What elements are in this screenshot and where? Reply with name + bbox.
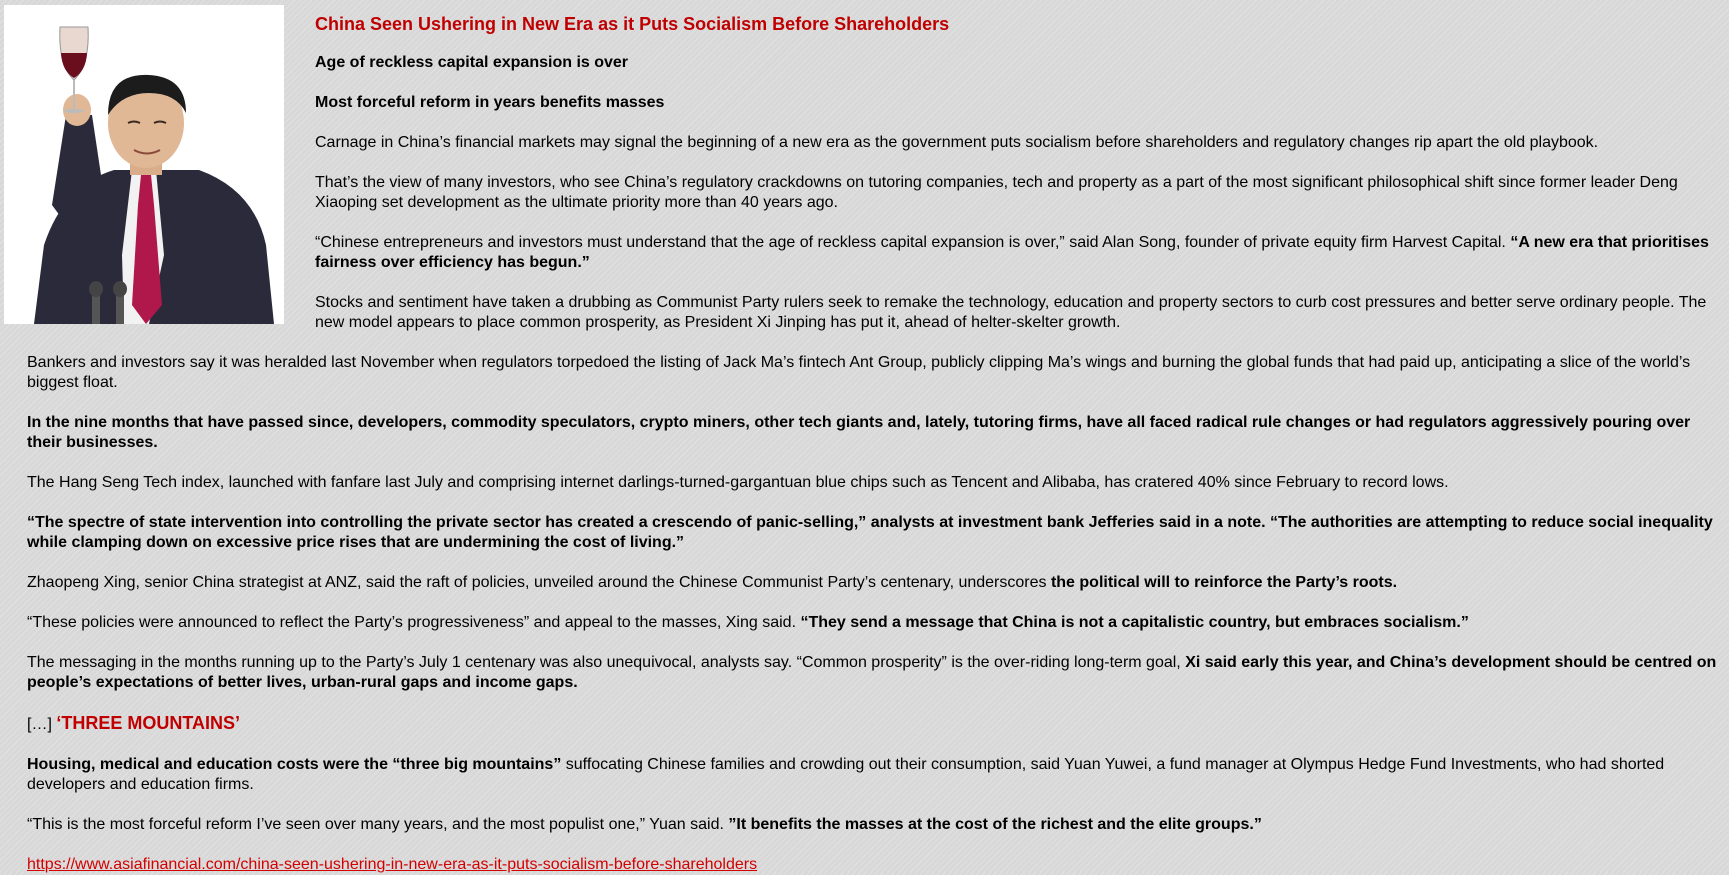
three-mountains-emphasis: Housing, medical and education costs were the “three big mountains”: [27, 756, 562, 773]
paragraph-stocks-sentiment: Stocks and sentiment have taken a drubbing as Communist Party rulers seek to remake the technology, education and property sectors to curb cost pressures and better serve ordinary people. The new model appears to place common prosperity, as President Xi Jinping has put it, ahead of helter-skelter growth.: [315, 294, 1707, 331]
paragraph-party-progressiveness: [27, 613, 1723, 633]
paragraph-three-big-mountains: [27, 755, 1723, 795]
subheading-forceful-reform: Most forceful reform in years benefits masses: [315, 94, 665, 111]
section-heading-line: [27, 713, 240, 735]
xing-emphasis: the political will to reinforce the Party’s roots.: [1050, 574, 1398, 591]
subheading-reckless-capital: Age of reckless capital expansion is over: [315, 54, 629, 71]
man-raising-wine-glass-image: [4, 5, 284, 324]
paragraph-yuan-quote: [27, 815, 1723, 835]
progressiveness-emphasis: “They send a message that China is not a capitalistic country, but embraces socialism.”: [800, 614, 1469, 631]
progressiveness-text: “These policies were announced to reflect the Party’s progressiveness” and appeal to the masses, Xing said.: [27, 614, 801, 631]
article-title: China Seen Ushering in New Era as it Puts Socialism Before Shareholders: [315, 14, 950, 34]
paragraph-investor-view: That’s the view of many investors, who see China’s regulatory crackdowns on tutoring companies, tech and property as a part of the most significant philosophical shift since former leader Deng Xiaoping set development as the ultimate priority more than 40 years ago.: [315, 174, 1678, 211]
article-photo: [4, 5, 284, 324]
xing-text: Zhaopeng Xing, senior China strategist at ANZ, said the raft of policies, unveiled around the Chinese Communist Party’s centenary, underscores: [27, 574, 1051, 591]
section-heading-three-mountains: ‘THREE MOUNTAINS’: [56, 713, 241, 733]
paragraph-zhaopeng-xing: [27, 573, 1723, 593]
paragraph-carnage: Carnage in China’s financial markets may signal the beginning of a new era as the government puts socialism before shareholders and regulatory changes rip apart the old playbook.: [315, 134, 1599, 151]
section-ellipsis: […]: [27, 716, 57, 733]
paragraph-ant-group: Bankers and investors say it was heralded last November when regulators torpedoed the listing of Jack Ma’s fintech Ant Group, publicly clipping Ma’s wings and burning the global funds that had paid up, anticipating a slice of the world’s biggest float.: [27, 354, 1691, 391]
alan-song-quote-emphasis: “A new era that prioritises fairness over efficiency has begun.”: [315, 234, 1709, 271]
paragraph-alan-song-quote: [315, 233, 1715, 273]
yuan-quote-text: “This is the most forceful reform I’ve seen over many years, and the most populist one,” Yuan said.: [27, 816, 729, 833]
prosperity-text: The messaging in the months running up to the Party’s July 1 centenary was also unequivocal, analysts say. “Common prosperity” is the over-riding long-term goal,: [27, 654, 1186, 671]
source-link[interactable]: https://www.asiafinancial.com/china-seen-ushering-in-new-era-as-it-puts-socialism-before-shareholders: [27, 856, 758, 873]
prosperity-emphasis: Xi said early this year, and China’s development should be centred on people’s expectations of better lives, urban-rural gaps and income gaps.: [27, 654, 1717, 691]
paragraph-nine-months: In the nine months that have passed since, developers, commodity speculators, crypto miners, other tech giants and, lately, tutoring firms, have all faced radical rule changes or had regulators aggressively pouring over their businesses.: [27, 414, 1691, 451]
three-mountains-text: suffocating Chinese families and crowding out their consumption, said Yuan Yuwei, a fund manager at Olympus Hedge Fund Investments, who had shorted developers and education firms.: [27, 756, 1665, 793]
paragraph-common-prosperity: [27, 653, 1723, 693]
paragraph-jefferies-quote: “The spectre of state intervention into controlling the private sector has created a crescendo of panic-selling,” analysts at investment bank Jefferies said in a note. “The authorities are attempting to reduce social inequality while clamping down on excessive price rises that are undermining the cost of living.”: [27, 514, 1713, 551]
paragraph-hang-seng: The Hang Seng Tech index, launched with fanfare last July and comprising internet darlings-turned-gargantuan blue chips such as Tencent and Alibaba, has cratered 40% since February to record lows.: [27, 474, 1449, 491]
yuan-quote-emphasis: ”It benefits the masses at the cost of the richest and the elite groups.”: [728, 816, 1262, 833]
alan-song-quote-text: “Chinese entrepreneurs and investors must understand that the age of reckless capital expansion is over,” said Alan Song, founder of private equity firm Harvest Capital.: [315, 234, 1511, 251]
